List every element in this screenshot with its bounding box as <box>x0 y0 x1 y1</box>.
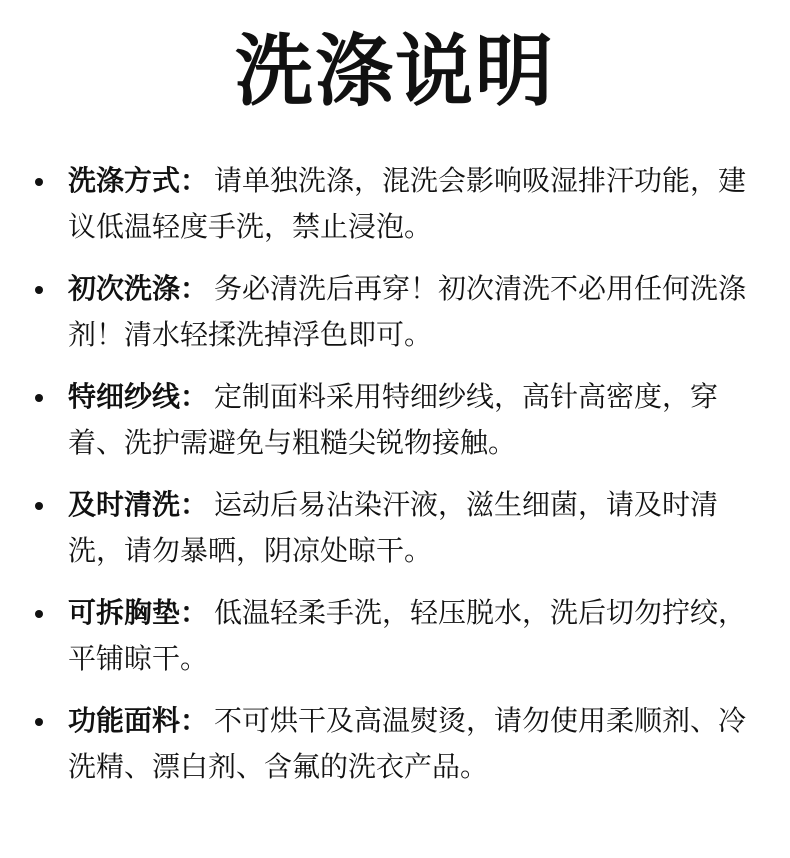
bullet-dot-icon <box>35 178 43 186</box>
bullet-dot-icon <box>35 610 43 618</box>
bullet-dot-icon <box>35 718 43 726</box>
list-item-wash-method <box>0 158 790 266</box>
item-label: 初次洗涤： <box>68 272 209 305</box>
item-text <box>68 158 758 250</box>
item-description: 不可烘干及高温熨烫，请勿使用柔顺剂、冷洗精、漂白剂、含氟的洗衣产品。 <box>68 704 747 783</box>
care-instructions-list <box>0 158 790 806</box>
item-label: 功能面料： <box>68 704 209 737</box>
item-text <box>68 590 758 682</box>
list-item-functional-fabric <box>0 698 790 806</box>
item-description: 定制面料采用特细纱线，高针高密度，穿着、洗护需避免与粗糙尖锐物接触。 <box>68 380 719 459</box>
list-item-first-wash <box>0 266 790 374</box>
list-item-removable-pads <box>0 590 790 698</box>
bullet-dot-icon <box>35 286 43 294</box>
item-label: 可拆胸垫： <box>68 596 209 629</box>
item-description: 请单独洗涤，混洗会影响吸湿排汗功能，建议低温轻度手洗，禁止浸泡。 <box>68 164 747 243</box>
page-title: 洗涤说明 <box>234 27 555 117</box>
item-label: 特细纱线： <box>68 380 209 413</box>
bullet-dot-icon <box>35 502 43 510</box>
bullet-dot-icon <box>35 394 43 402</box>
item-description: 务必清洗后再穿！初次清洗不必用任何洗涤剂！清水轻揉洗掉浮色即可。 <box>68 272 747 351</box>
item-text <box>68 266 758 358</box>
item-label: 及时清洗： <box>68 488 209 521</box>
list-item-fine-yarn <box>0 374 790 482</box>
item-text <box>68 698 758 790</box>
list-item-timely-wash <box>0 482 790 590</box>
item-text <box>68 482 758 574</box>
item-description: 运动后易沾染汗液，滋生细菌，请及时清洗，请勿暴晒，阴凉处晾干。 <box>68 488 719 567</box>
item-text <box>68 374 758 466</box>
item-label: 洗涤方式： <box>68 164 209 197</box>
item-description: 低温轻柔手洗，轻压脱水，洗后切勿拧绞，平铺晾干。 <box>68 596 747 675</box>
